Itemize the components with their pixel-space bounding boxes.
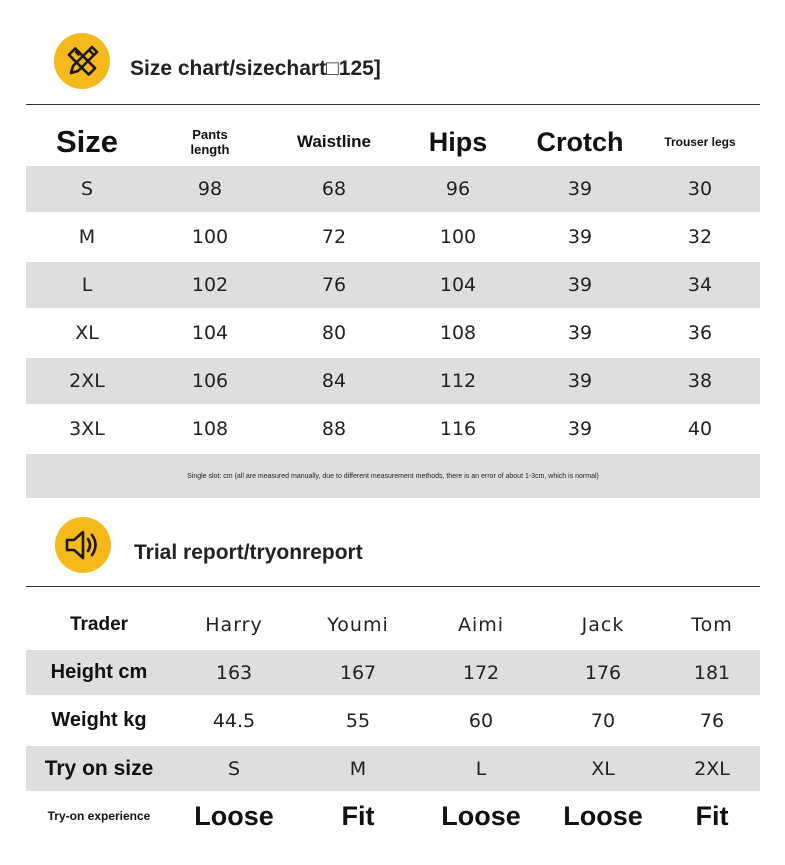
trader-name-cell: Tom [691,614,733,636]
column-header-pants-length [148,118,272,166]
height-cell: 181 [664,650,760,695]
weight-row [26,695,760,746]
try-on-size-cell: S [172,746,296,791]
size-chart-header-row [26,118,760,166]
row-label-try-on-experience: Try-on experience [47,809,151,823]
column-header-pants-length-text: Pants length [190,127,230,157]
height-cell: 172 [420,650,542,695]
row-label-trader: Trader [69,614,129,635]
size-cell: 2XL [26,358,148,404]
crotch-cell: 39 [520,358,640,404]
weight-cell: 55 [345,709,371,732]
try-on-size-cell: L [420,746,542,791]
row-label-height: Height cm [26,650,172,695]
row-label-try-on-size: Try on size [26,746,172,791]
trial-report-divider [26,586,760,587]
weight-cell: 70 [590,709,616,732]
size-chart-table [26,118,760,498]
row-label-weight: Weight kg [51,709,147,731]
trader-name-cell: Youmi [327,614,389,636]
column-header-size: Size [55,124,119,159]
height-row [26,650,760,695]
table-row [26,404,760,454]
trader-name-cell: Aimi [457,614,505,636]
hips-cell: 116 [439,418,477,440]
trouser-legs-cell: 34 [640,262,760,308]
try-on-size-cell: XL [542,746,664,791]
trouser-legs-cell: 30 [640,166,760,212]
weight-cell: 44.5 [212,709,256,732]
trader-name-cell: Harry [205,614,263,636]
table-row [26,358,760,404]
crotch-cell: 39 [520,262,640,308]
hips-cell: 104 [396,262,520,308]
try-on-size-row [26,746,760,791]
trial-report-header [0,505,785,585]
hips-cell: 100 [439,226,477,248]
try-on-size-cell: M [296,746,420,791]
table-row [26,308,760,358]
crotch-cell: 39 [520,166,640,212]
waistline-cell: 76 [272,262,396,308]
experience-cell: Loose [563,800,643,831]
size-cell: S [26,166,148,212]
pants-length-cell: 108 [191,418,229,440]
size-cell: L [26,262,148,308]
experience-cell: Loose [441,800,521,831]
measurement-note-row [26,454,760,498]
waistline-cell: 84 [272,358,396,404]
column-header-hips: Hips [428,126,488,157]
pants-length-cell: 100 [191,226,229,248]
waistline-cell: 88 [321,418,347,440]
height-cell: 163 [172,650,296,695]
weight-cell: 60 [468,709,494,732]
waistline-cell: 80 [321,322,347,344]
crotch-cell: 39 [567,322,593,344]
pants-length-cell: 98 [148,166,272,212]
trial-report-title: Trial report/tryonreport [134,541,363,564]
size-chart-divider [26,104,760,105]
waistline-cell: 72 [321,226,347,248]
column-header-crotch: Crotch [536,126,624,157]
table-row [26,166,760,212]
trouser-legs-cell: 38 [640,358,760,404]
trouser-legs-cell: 40 [687,418,713,440]
trouser-legs-cell: 32 [687,226,713,248]
height-cell: 167 [296,650,420,695]
trader-row [26,600,760,650]
crotch-cell: 39 [567,226,593,248]
measurement-note: Single slot: cm (all are measured manually, due to different measurement methods, there is an error of about 1-3cm, which is normal) [26,454,760,498]
hips-cell: 112 [396,358,520,404]
size-cell: XL [75,322,99,344]
speaker-icon [55,517,111,573]
trial-report-table [26,600,760,841]
trader-name-cell: Jack [581,614,625,636]
table-row [26,262,760,308]
pants-length-cell: 102 [148,262,272,308]
weight-cell: 76 [699,709,725,732]
size-chart-title: Size chart/sizechart□125] [130,57,381,80]
table-row [26,212,760,262]
waistline-cell: 68 [272,166,396,212]
experience-cell: Loose [194,800,274,831]
height-cell: 176 [542,650,664,695]
column-header-waistline: Waistline [297,132,371,151]
size-chart-header [0,20,785,100]
trouser-legs-cell: 36 [687,322,713,344]
hips-cell: 108 [439,322,477,344]
pants-length-cell: 106 [148,358,272,404]
experience-cell: Fit [695,800,729,831]
hips-cell: 96 [396,166,520,212]
try-on-size-cell: 2XL [664,746,760,791]
size-cell: M [78,226,96,248]
experience-cell: Fit [341,800,375,831]
pants-length-cell: 104 [191,322,229,344]
crotch-cell: 39 [567,418,593,440]
ruler-pencil-icon [54,33,110,89]
size-cell: 3XL [69,418,105,440]
column-header-trouser-legs: Trouser legs [664,135,736,149]
try-on-experience-row [26,791,760,841]
